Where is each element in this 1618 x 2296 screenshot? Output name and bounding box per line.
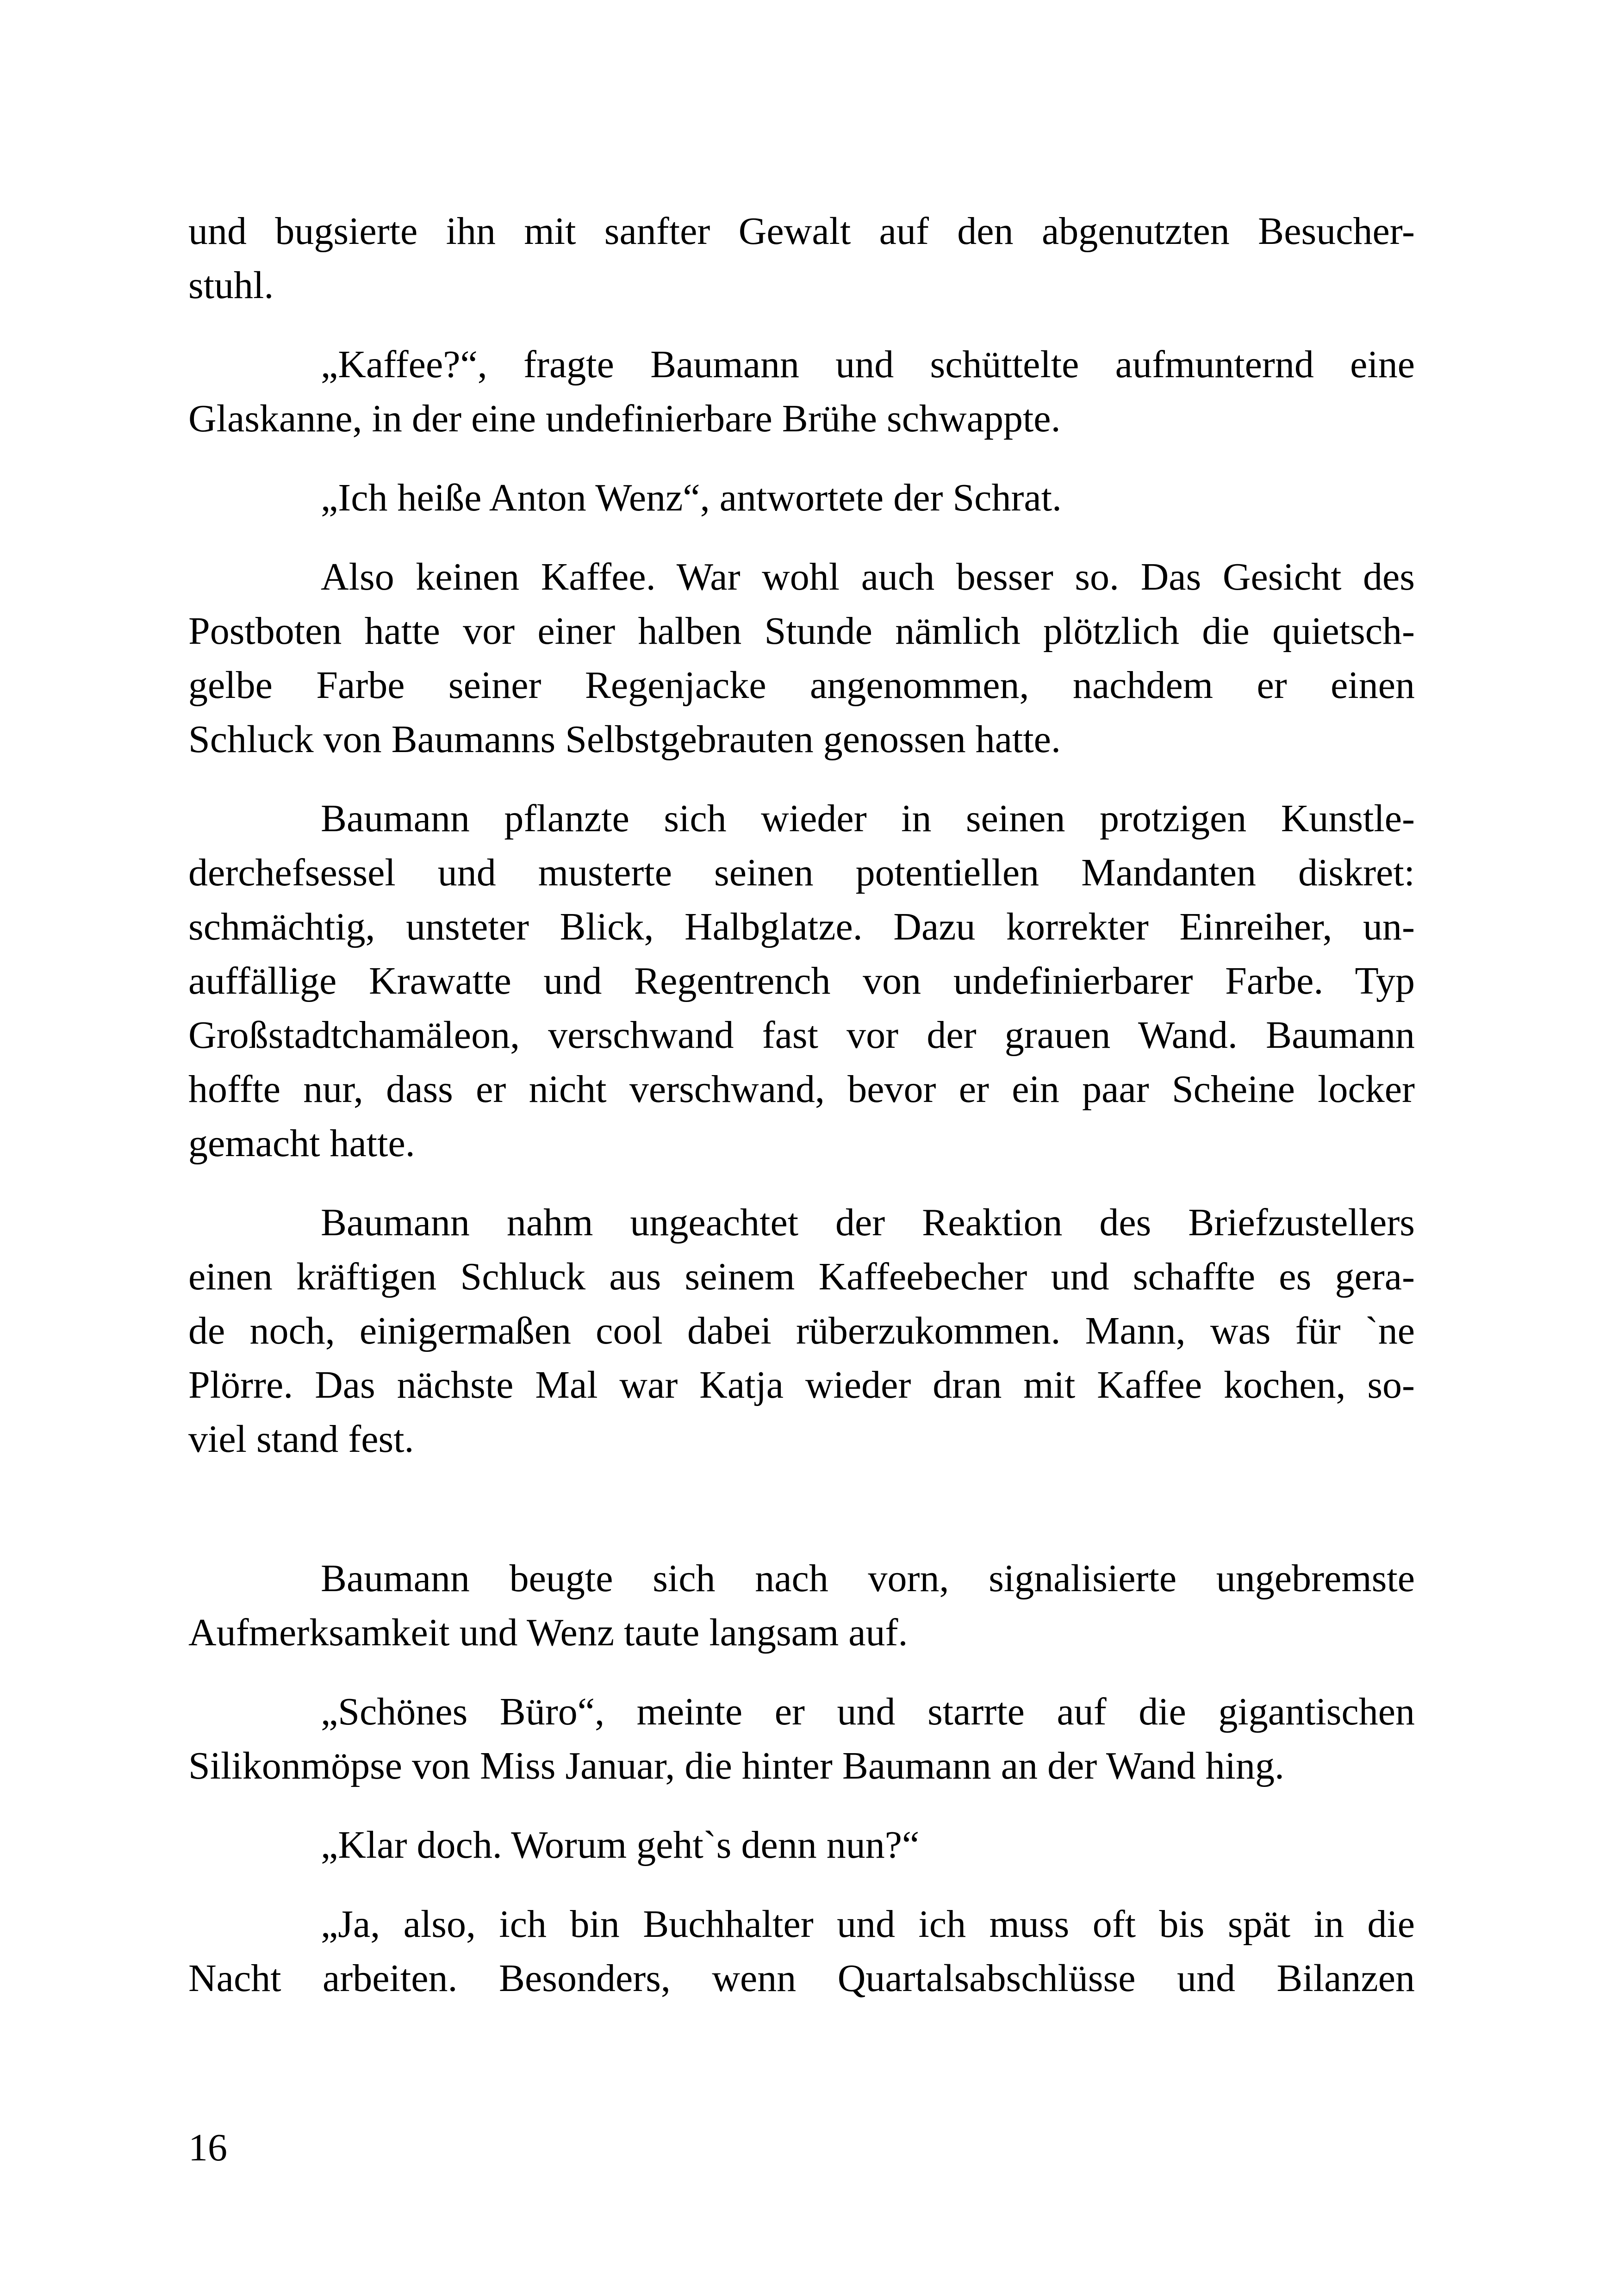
- text-line: „Kaffee?“, fragte Baumann und schüttelte aufmunternd eine: [321, 343, 1415, 386]
- text-line: einen kräftigen Schluck aus seinem Kaffeebecher und schaffte es gera-: [188, 1255, 1415, 1298]
- text-line: hoffte nur, dass er nicht verschwand, bevor er ein paar Scheine locker: [188, 1068, 1415, 1111]
- text-line: Baumann pflanzte sich wieder in seinen protzigen Kunstle-: [321, 797, 1415, 840]
- paragraph: [188, 471, 1415, 525]
- text-line: Aufmerksamkeit und Wenz taute langsam auf.: [188, 1611, 908, 1654]
- text-line: auffällige Krawatte und Regentrench von undefinierbarer Farbe. Typ: [188, 959, 1415, 1002]
- text-line: Postboten hatte vor einer halben Stunde nämlich plötzlich die quietsch-: [188, 610, 1415, 653]
- text-line: und bugsierte ihn mit sanfter Gewalt auf den abgenutzten Besucher-: [188, 210, 1415, 253]
- text-line: Glaskanne, in der eine undefinierbare Brühe schwappte.: [188, 397, 1061, 440]
- paragraph: [188, 1897, 1415, 2005]
- paragraph: [188, 1685, 1415, 1793]
- paragraph: [188, 550, 1415, 766]
- page-number: 16: [188, 2126, 227, 2169]
- paragraph: [188, 1195, 1415, 1466]
- text-line: Schluck von Baumanns Selbstgebrauten genossen hatte.: [188, 718, 1061, 761]
- text-line: derchefsessel und musterte seinen potentiellen Mandanten diskret:: [188, 851, 1415, 894]
- paragraph: [188, 337, 1415, 446]
- text-line: „Klar doch. Worum geht`s denn nun?“: [321, 1823, 920, 1867]
- page-body: [188, 204, 1415, 2030]
- text-line: schmächtig, unsteter Blick, Halbglatze. Dazu korrekter Einreiher, un-: [188, 905, 1415, 948]
- paragraph: [188, 1818, 1415, 1872]
- text-line: viel stand fest.: [188, 1418, 414, 1461]
- text-line: Plörre. Das nächste Mal war Katja wieder dran mit Kaffee kochen, so-: [188, 1363, 1415, 1406]
- text-line: Baumann beugte sich nach vorn, signalisierte ungebremste: [321, 1557, 1415, 1600]
- paragraph: [188, 204, 1415, 312]
- text-line: Silikonmöpse von Miss Januar, die hinter Baumann an der Wand hing.: [188, 1744, 1284, 1787]
- paragraph: [188, 1551, 1415, 1660]
- text-line: Nacht arbeiten. Besonders, wenn Quartalsabschlüsse und Bilanzen: [188, 1957, 1415, 2000]
- text-line: gelbe Farbe seiner Regenjacke angenommen, nachdem er einen: [188, 664, 1415, 707]
- text-line: gemacht hatte.: [188, 1122, 415, 1165]
- text-line: Großstadtchamäleon, verschwand fast vor der grauen Wand. Baumann: [188, 1014, 1415, 1057]
- text-line: de noch, einigermaßen cool dabei rüberzukommen. Mann, was für `ne: [188, 1309, 1415, 1352]
- text-line: Also keinen Kaffee. War wohl auch besser so. Das Gesicht des: [321, 555, 1415, 598]
- text-line: „Ja, also, ich bin Buchhalter und ich muss oft bis spät in die: [321, 1903, 1415, 1946]
- paragraph: [188, 791, 1415, 1170]
- text-line: „Schönes Büro“, meinte er und starrte auf die gigantischen: [321, 1690, 1415, 1733]
- text-line: „Ich heiße Anton Wenz“, antwortete der Schrat.: [321, 476, 1062, 519]
- text-line: Baumann nahm ungeachtet der Reaktion des Briefzustellers: [321, 1201, 1415, 1244]
- text-line: stuhl.: [188, 264, 274, 307]
